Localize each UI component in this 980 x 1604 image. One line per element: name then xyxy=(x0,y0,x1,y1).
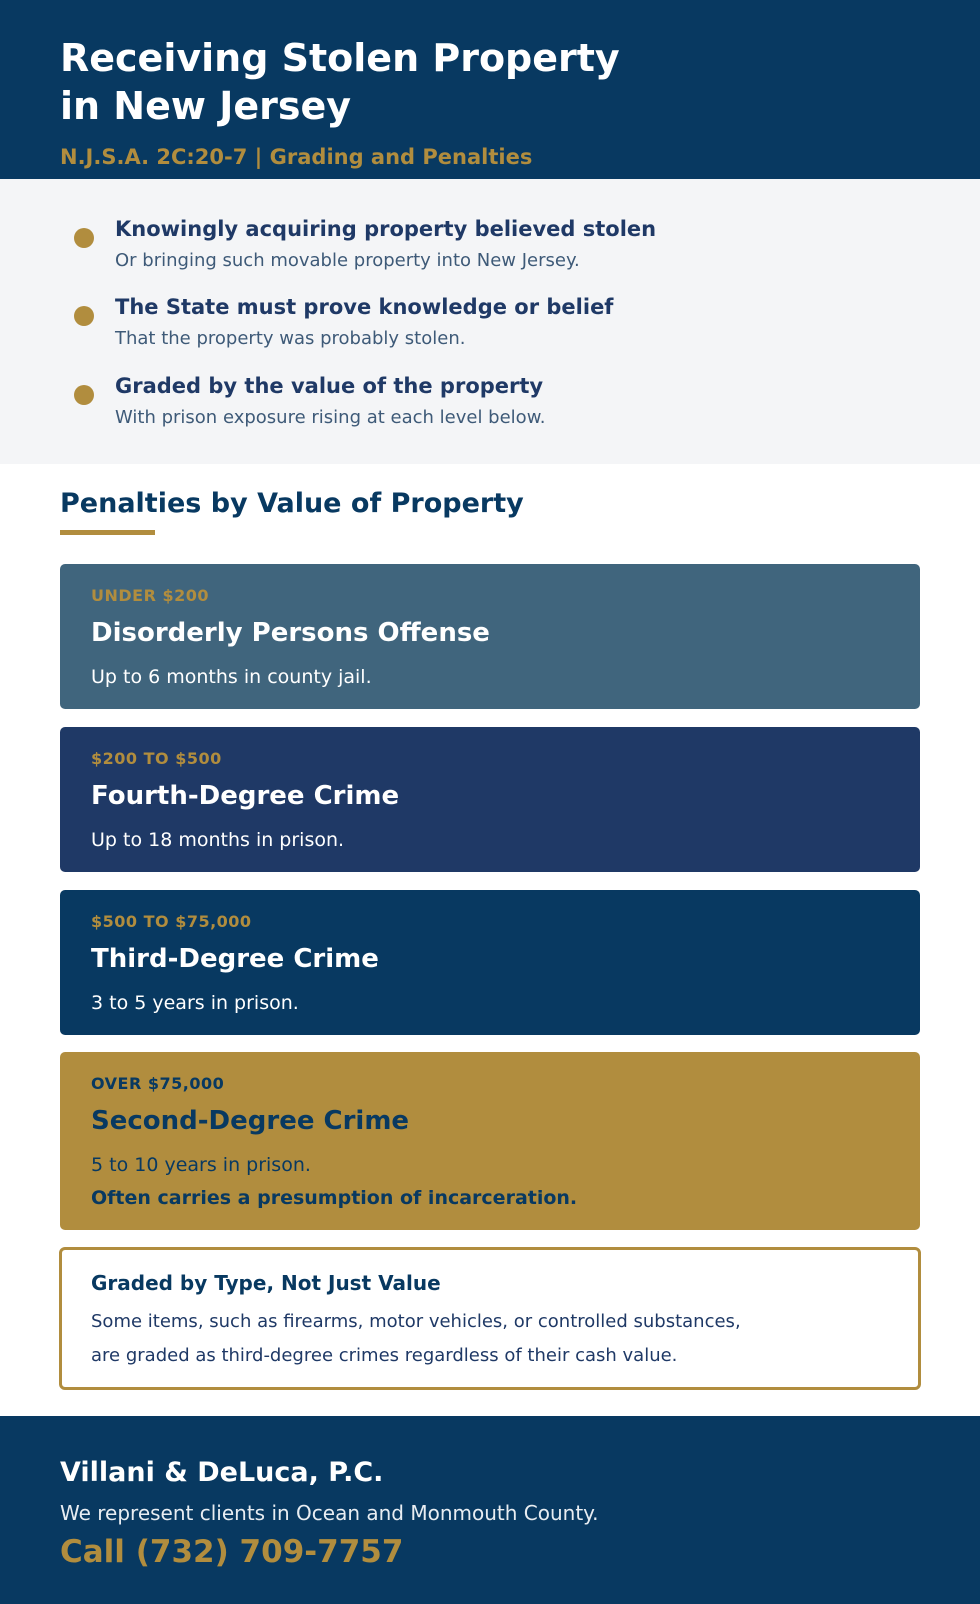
page-title-line-1: Receiving Stolen Property xyxy=(60,36,620,80)
value-range-label: UNDER $200 xyxy=(91,586,210,605)
fact-item xyxy=(0,372,980,442)
penalty-text: Up to 18 months in prison. xyxy=(91,829,345,851)
service-areas: We represent clients in Ocean and Monmouth County. xyxy=(60,1501,599,1525)
offense-grade: Third-Degree Crime xyxy=(91,944,379,974)
offense-grade: Second-Degree Crime xyxy=(91,1106,410,1136)
header-banner xyxy=(0,0,980,179)
offense-grade: Disorderly Persons Offense xyxy=(91,618,490,648)
value-range-label: OVER $75,000 xyxy=(91,1074,225,1093)
fact-title: Knowingly acquiring property believed stolen xyxy=(115,217,657,241)
penalty-card-second-degree xyxy=(60,1052,920,1230)
firm-name: Villani & DeLuca, P.C. xyxy=(60,1457,384,1488)
phone-cta[interactable]: Call (732) 709-7757 xyxy=(60,1534,404,1570)
fact-detail: With prison exposure rising at each level below. xyxy=(115,407,546,428)
fact-title: Graded by the value of the property xyxy=(115,374,544,398)
callout-text-line-1: Some items, such as firearms, motor vehicles, or controlled substances, xyxy=(91,1311,741,1332)
page-title xyxy=(60,34,920,130)
section-underline xyxy=(60,530,155,535)
penalty-card-third-degree xyxy=(60,890,920,1035)
penalty-card-fourth-degree xyxy=(60,727,920,872)
page-subtitle: N.J.S.A. 2C:20-7 | Grading and Penalties xyxy=(60,145,533,169)
value-range-label: $200 TO $500 xyxy=(91,749,222,768)
fact-item xyxy=(0,215,980,285)
page-title-line-2: in New Jersey xyxy=(60,84,352,128)
bullet-dot-icon xyxy=(74,306,94,326)
callout-title: Graded by Type, Not Just Value xyxy=(91,1271,441,1295)
penalties-section-title: Penalties by Value of Property xyxy=(60,488,524,519)
incarceration-note: Often carries a presumption of incarceration. xyxy=(91,1187,578,1209)
key-facts-panel xyxy=(0,179,980,464)
bullet-dot-icon xyxy=(74,385,94,405)
bullet-dot-icon xyxy=(74,228,94,248)
penalty-text: 3 to 5 years in prison. xyxy=(91,992,299,1014)
fact-detail: Or bringing such movable property into New Jersey. xyxy=(115,250,580,271)
fact-title: The State must prove knowledge or belief xyxy=(115,295,614,319)
penalty-text: Up to 6 months in county jail. xyxy=(91,666,372,688)
fact-item xyxy=(0,293,980,363)
value-range-label: $500 TO $75,000 xyxy=(91,912,252,931)
callout-text-line-2: are graded as third-degree crimes regardless of their cash value. xyxy=(91,1345,678,1366)
penalty-text: 5 to 10 years in prison. xyxy=(91,1154,311,1176)
offense-grade: Fourth-Degree Crime xyxy=(91,781,400,811)
fact-detail: That the property was probably stolen. xyxy=(115,328,466,349)
footer xyxy=(0,1416,980,1604)
penalty-card-disorderly-persons xyxy=(60,564,920,709)
graded-by-type-callout xyxy=(59,1247,921,1390)
